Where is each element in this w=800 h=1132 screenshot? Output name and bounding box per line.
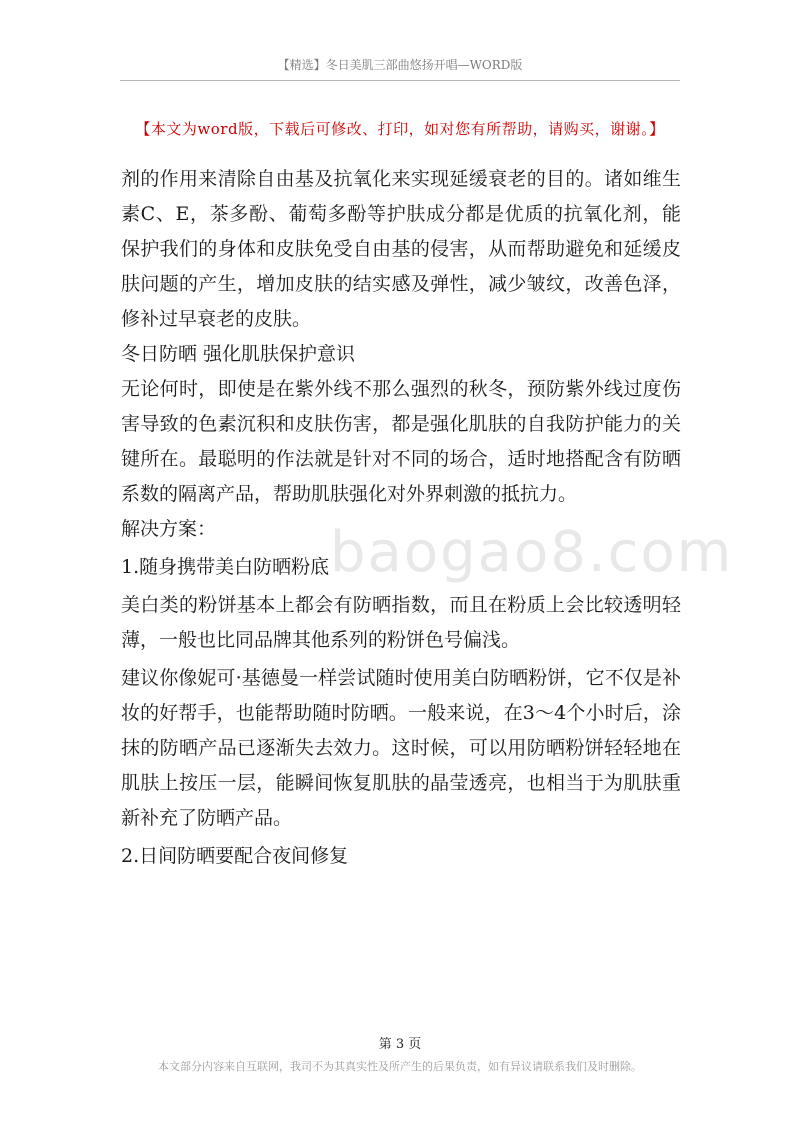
section-heading: 1.随身携带美白防晒粉底 <box>121 556 330 578</box>
paragraph: 美白类的粉饼基本上都会有防晒指数，而且在粉质上会比较透明轻薄，一般也比同品牌其他系列的粉饼色号偏浅。 <box>121 594 681 651</box>
header-divider <box>120 80 680 81</box>
watermark: baogao8.com <box>330 520 734 585</box>
paragraph: 剂的作用来清除自由基及抗氧化来实现延缓衰老的目的。诸如维生素C、E，茶多酚、葡萄多酚等护肤成分都是优质的抗氧化剂，能保护我们的身体和皮肤免受自由基的侵害，从而帮助避免和延缓皮肤问题的产生，增加皮肤的结实感及弹性，减少皱纹，改善色泽，修补过早衰老的皮肤。 <box>121 168 681 330</box>
page-header: 【精选】冬日美肌三部曲悠扬开唱—WORD版 <box>277 58 523 72</box>
section-heading: 冬日防晒 强化肌肤保护意识 <box>121 343 356 365</box>
paragraph: 无论何时，即使是在紫外线不那么强烈的秋冬，预防紫外线过度伤害导致的色素沉积和皮肤伤害，都是强化肌肤的自我防护能力的关键所在。最聪明的作法就是针对不同的场合，适时地搭配含有防晒系数的隔离产品，帮助肌肤强化对外界刺激的抵抗力。 <box>121 378 681 505</box>
paragraph: 建议你像妮可·基德曼一样尝试随时使用美白防晒粉饼，它不仅是补妆的好帮手，也能帮助随时防晒。一般来说，在3～4个小时后，涂抹的防晒产品已逐渐失去效力。这时候，可以用防晒粉饼轻轻地在肌肤上按压一层，能瞬间恢复肌肤的晶莹透亮，也相当于为肌肤重新补充了防晒产品。 <box>121 667 681 829</box>
section-heading: 2.日间防晒要配合夜间修复 <box>121 845 349 867</box>
page-number: 第 3 页 <box>378 1037 422 1052</box>
document-body <box>121 162 681 874</box>
section-heading: 解决方案： <box>121 518 217 540</box>
download-notice: 【本文为word版，下载后可修改、打印，如对您有所帮助，请购买，谢谢。】 <box>135 120 665 138</box>
page-footer: 本文部分内容来自互联网，我司不为其真实性及所产生的后果负责，如有异议请联系我们及时删除。 <box>158 1060 642 1073</box>
